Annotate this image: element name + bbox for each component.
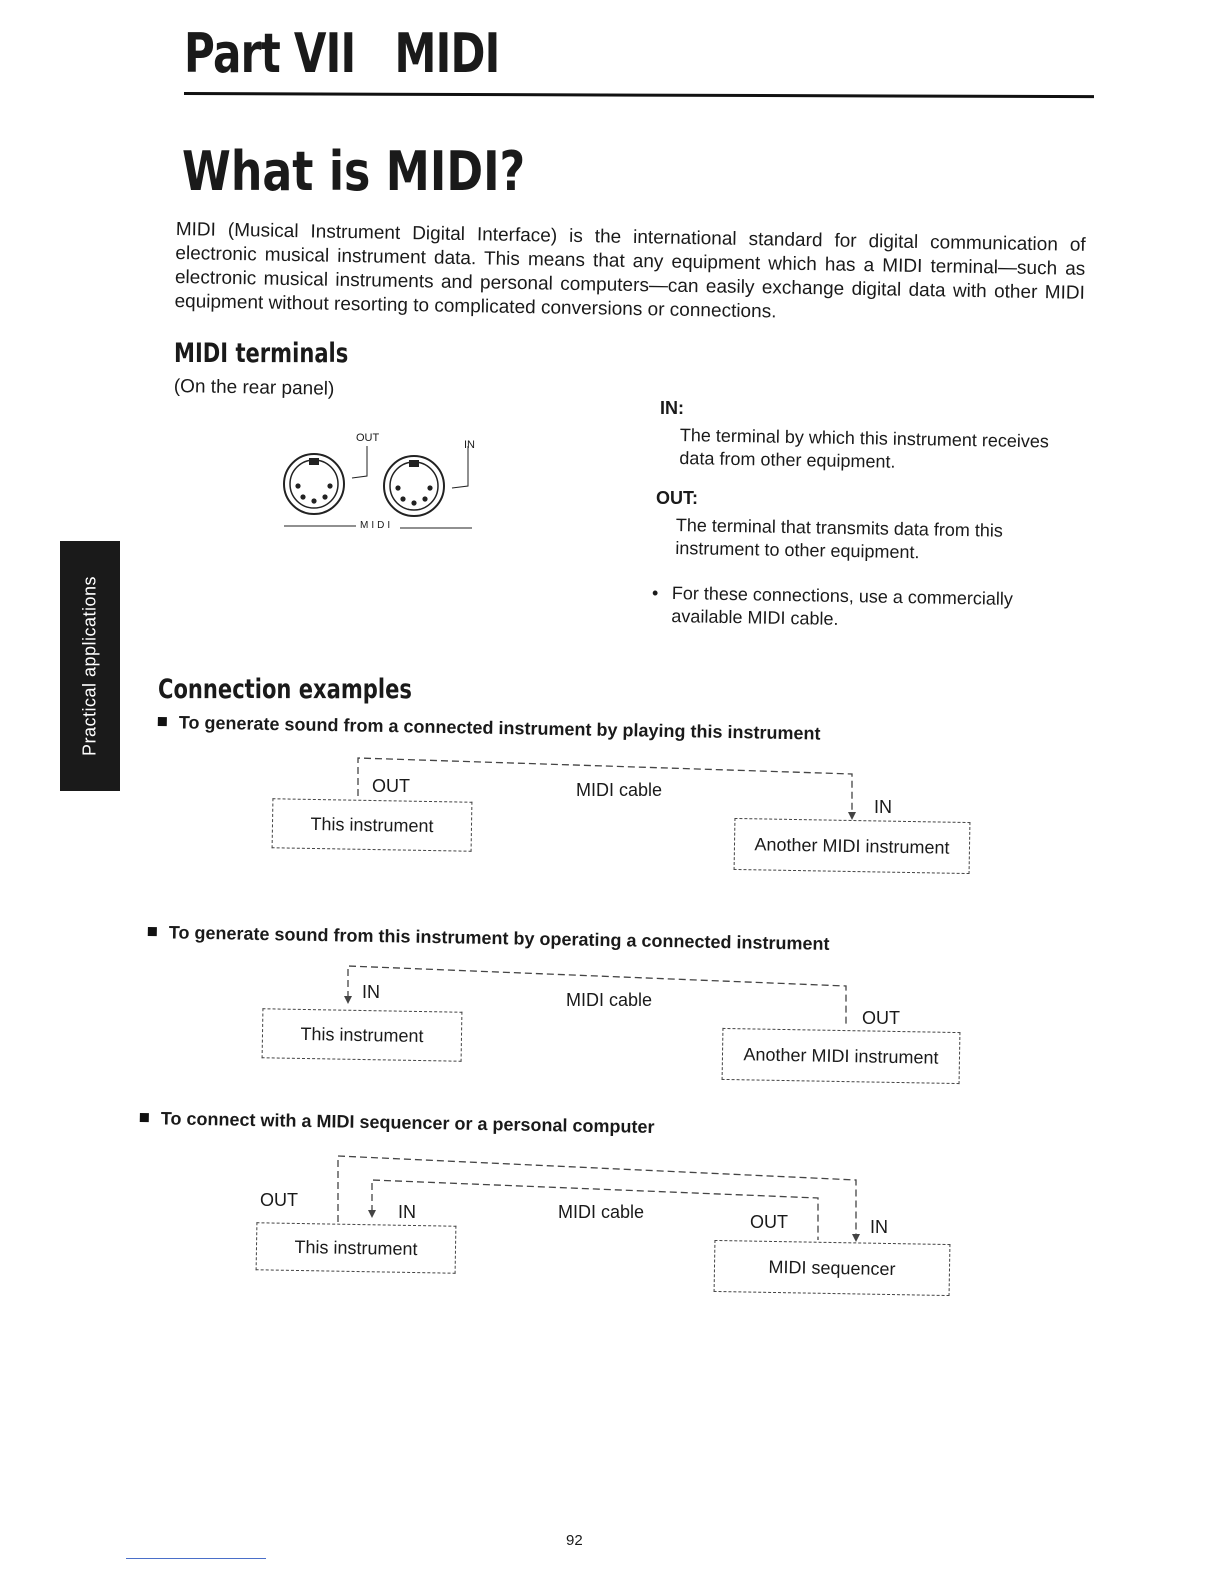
midi-panel-illustration bbox=[280, 428, 480, 540]
header-rule bbox=[184, 92, 1094, 98]
example3-right-out-label: OUT bbox=[750, 1212, 788, 1232]
example1-this-instrument-box: This instrument bbox=[272, 798, 473, 851]
example3-left-in-label: IN bbox=[398, 1202, 416, 1222]
section-side-tab bbox=[60, 541, 120, 791]
cable-note: For these connections, use a commercially available MIDI cable. bbox=[671, 582, 1014, 629]
rear-panel-note: (On the rear panel) bbox=[173, 376, 335, 400]
panel-in-label: IN bbox=[464, 439, 475, 451]
page-title: What is MIDI? bbox=[182, 140, 526, 203]
example2-cable-label: MIDI cable bbox=[566, 990, 653, 1010]
panel-midi-label: MIDI bbox=[360, 520, 394, 531]
intro-paragraph: MIDI (Musical Instrument Digital Interface) is the international standard for digital communication of electronic musical instrument data. This means that any equipment which has a MIDI terminal—such as electronic musical instruments and personal computers—can easily exchange digital data with other MIDI equipment without resorting to complicated conversions or connections. bbox=[174, 218, 1086, 323]
out-connector-icon bbox=[284, 454, 344, 514]
example2-out-label: OUT bbox=[862, 1008, 900, 1028]
in-terminal-description: The terminal by which this instrument receives data from other equipment. bbox=[679, 424, 1050, 472]
example3-right-in-label: IN bbox=[870, 1217, 888, 1237]
side-tab-label: Practical applications bbox=[79, 575, 100, 757]
midi-terminals-heading: MIDI terminals bbox=[174, 338, 349, 369]
example1-another-instrument-box: Another MIDI instrument bbox=[734, 818, 971, 874]
example1-out-label: OUT bbox=[372, 776, 410, 796]
example3-left-out-label: OUT bbox=[260, 1190, 298, 1210]
example2-title: To generate sound from this instrument by operating a connected instrument bbox=[148, 922, 830, 955]
out-terminal-label: OUT: bbox=[656, 488, 698, 508]
example3-sequencer-box: MIDI sequencer bbox=[714, 1240, 951, 1296]
example2-in-label: IN bbox=[362, 982, 380, 1002]
part-name: MIDI bbox=[394, 22, 500, 85]
in-terminal-label: IN: bbox=[660, 398, 684, 418]
square-bullet-icon bbox=[148, 927, 157, 936]
example1-in-label: IN bbox=[874, 797, 892, 817]
example3-title: To connect with a MIDI sequencer or a personal computer bbox=[140, 1108, 655, 1138]
in-connector-icon bbox=[384, 456, 444, 516]
out-terminal-description: The terminal that transmits data from this instrument to other equipment. bbox=[675, 514, 1004, 563]
square-bullet-icon bbox=[158, 717, 167, 726]
example3-this-instrument-box: This instrument bbox=[256, 1222, 457, 1273]
square-bullet-icon bbox=[140, 1113, 149, 1122]
example1-title: To generate sound from a connected instrument by playing this instrument bbox=[158, 712, 821, 745]
footer-rule bbox=[126, 1558, 266, 1559]
connection-examples-heading: Connection examples bbox=[158, 674, 412, 705]
panel-out-label: OUT bbox=[356, 432, 380, 444]
example2-this-instrument-box: This instrument bbox=[262, 1008, 463, 1061]
part-title bbox=[184, 22, 500, 85]
example1-cable-label: MIDI cable bbox=[576, 780, 663, 800]
bullet-icon: • bbox=[652, 583, 659, 603]
page-number: 92 bbox=[566, 1532, 583, 1549]
example2-another-instrument-box: Another MIDI instrument bbox=[722, 1028, 961, 1084]
example3-cable-label: MIDI cable bbox=[558, 1202, 645, 1222]
part-label: Part VII bbox=[184, 22, 356, 85]
